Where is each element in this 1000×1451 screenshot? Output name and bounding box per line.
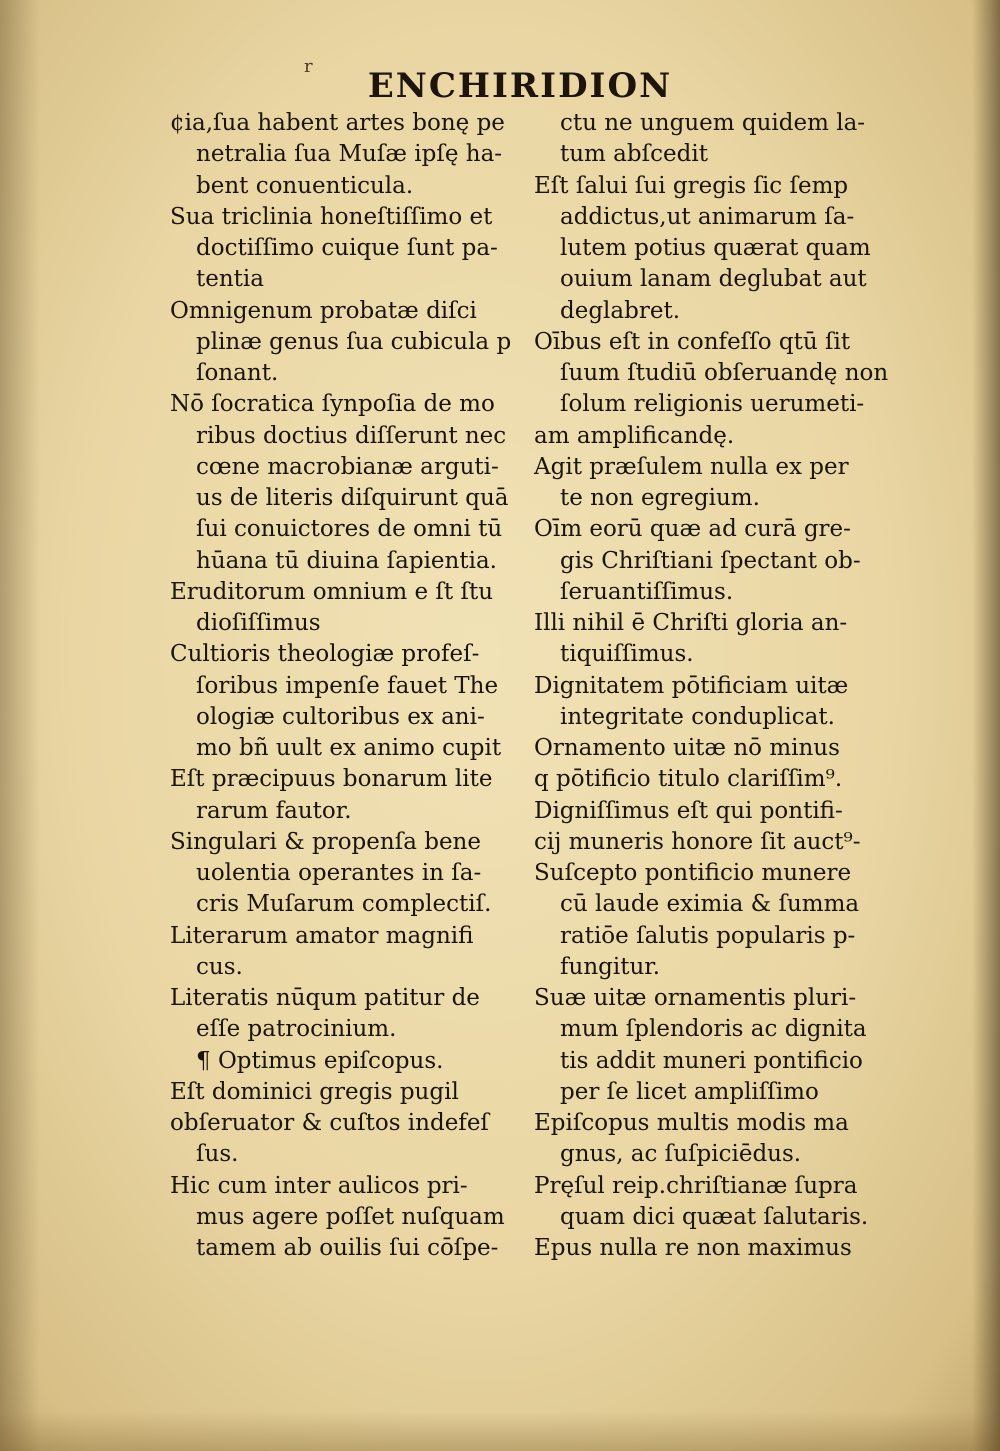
- left-column-line: tamem ab ouilis ſui cōſpe-: [196, 1235, 499, 1261]
- left-column-line: obſeruator & cuſtos indefeſ: [170, 1110, 489, 1136]
- left-column-line: plinæ genus ſua cubicula p: [196, 328, 512, 355]
- right-column-line: addictus,ut animarum ſa-: [560, 203, 855, 230]
- left-column-line: Eſt præcipuus bonarum lite: [170, 766, 493, 793]
- left-column-line: Hic cum inter aulicos pri-: [170, 1172, 468, 1199]
- right-column-line: Ornamento uitæ nō minus: [534, 735, 840, 761]
- page-edge-shadow: [972, 0, 1000, 1451]
- left-column-line: us de literis diſquirunt quā: [196, 485, 509, 511]
- right-column-line: q pōtificio titulo clariſſim⁹.: [534, 766, 843, 793]
- left-column-line: Eruditorum omnium e ſt ſtu: [170, 578, 494, 605]
- left-column-line: ſui conuictores de omni tū: [196, 516, 503, 543]
- right-text-column: [534, 108, 894, 1264]
- right-column-line: tiquiſſimus.: [560, 641, 694, 668]
- left-column-line: mus agere poſſet nuſquam: [196, 1203, 505, 1230]
- right-column-line: Agit præſulem nulla ex per: [534, 453, 849, 480]
- corner-mark: r: [304, 56, 313, 77]
- left-column-line: Cultioris theologiæ profeſ-: [170, 641, 480, 668]
- right-column-line: gis Chriſtiani ſpectant ob-: [560, 547, 861, 574]
- right-column-line: gnus, ac ſuſpiciēdus.: [560, 1141, 802, 1168]
- left-text-column: [170, 108, 538, 1264]
- left-column-line: bent conuenticula.: [196, 172, 414, 199]
- right-column-line: Suæ uitæ ornamentis pluri-: [534, 985, 857, 1011]
- left-column-line: ¢ia,ſua habent artes bonę pe: [170, 110, 505, 136]
- right-column-line: am amplificandę.: [534, 422, 735, 449]
- left-column-line: Literarum amator magnifi: [170, 922, 474, 949]
- left-column-line: ¶ Optimus epiſcopus.: [196, 1047, 444, 1074]
- right-column-line: deglabret.: [560, 297, 681, 324]
- right-column-line: quam dici quæat ſalutaris.: [560, 1203, 869, 1230]
- right-column-line: Suſcepto pontificio munere: [534, 860, 852, 886]
- left-column-line: ſonant.: [196, 360, 279, 386]
- right-column-line: ſolum religionis uerumeti-: [560, 391, 865, 418]
- left-column-line: ſus.: [196, 1141, 239, 1168]
- right-column-line: Epus nulla re non maximus: [534, 1235, 852, 1261]
- right-column-line: ouium lanam deglubat aut: [560, 266, 867, 293]
- right-column-line: Digniſſimus eſt qui pontifi-: [534, 797, 843, 824]
- left-column-line: Singulari & propenſa bene: [170, 828, 481, 855]
- right-column-line: lutem potius quærat quam: [560, 235, 871, 261]
- left-column-line: Omnigenum probatæ diſci: [170, 297, 477, 324]
- bottom-edge-stain: [0, 1411, 1000, 1451]
- right-column-line: Oībus eſt in confeſſo qtū ſit: [534, 328, 851, 355]
- right-column-line: fungitur.: [560, 953, 661, 980]
- right-column-line: cij muneris honore ſit auct⁹-: [534, 828, 861, 855]
- right-column-line: Dignitatem pōtificiam uitæ: [534, 672, 849, 699]
- left-column-line: doctiſſimo cuique ſunt pa-: [196, 235, 498, 261]
- right-column-line: tis addit muneri pontificio: [560, 1047, 863, 1074]
- right-column-line: mum ſplendoris ac dignita: [560, 1016, 867, 1043]
- left-column-line: uolentia operantes in ſa-: [196, 860, 482, 886]
- left-column-line: ribus doctius diſſerunt nec: [196, 422, 507, 449]
- left-column-line: Literatis nūqum patitur de: [170, 985, 480, 1011]
- left-column-line: cœne macrobianæ arguti-: [196, 453, 499, 480]
- right-column-line: Oīm eorū quæ ad curā gre-: [534, 516, 851, 543]
- left-column-line: cris Muſarum complectiſ.: [196, 891, 492, 918]
- left-column-line: mo bñ uult ex animo cupit: [196, 735, 502, 761]
- right-column-line: te non egregium.: [560, 485, 760, 511]
- right-column-line: integritate conduplicat.: [560, 703, 835, 730]
- left-column-line: eſſe patrocinium.: [196, 1016, 397, 1043]
- left-column-line: Eſt dominici gregis pugil: [170, 1078, 459, 1105]
- left-column-line: rarum fautor.: [196, 797, 352, 824]
- right-column-line: ſeruantiſſimus.: [560, 578, 734, 605]
- right-column-line: Epiſcopus multis modis ma: [534, 1110, 849, 1136]
- right-column-line: Illi nihil ē Chriſti gloria an-: [534, 610, 848, 636]
- left-column-line: netralia ſua Muſæ ipſę ha-: [196, 141, 503, 168]
- left-column-line: tentia: [196, 266, 264, 293]
- right-column-line: tum abſcedit: [560, 141, 708, 168]
- right-column-line: cū laude eximia & ſumma: [560, 891, 860, 918]
- gutter-shadow: [0, 0, 40, 1451]
- right-column-line: ratiōe ſalutis popularis p-: [560, 922, 856, 949]
- right-column-line: Pręſul reip.chriſtianæ ſupra: [534, 1172, 858, 1199]
- left-column-line: ſoribus impenſe fauet The: [196, 672, 499, 699]
- left-column-line: Nō ſocratica ſynpoſia de mo: [170, 391, 495, 418]
- right-column-line: Eſt ſalui ſui gregis ſic ſemp: [534, 172, 849, 199]
- left-column-line: cus.: [196, 953, 243, 980]
- running-head: ENCHIRIDION: [367, 66, 673, 106]
- right-column-line: ctu ne unguem quidem la-: [560, 110, 866, 136]
- left-column-line: Sua triclinia honeſtiſſimo et: [170, 203, 493, 230]
- left-column-line: ologiæ cultoribus ex ani-: [196, 703, 485, 730]
- right-column-line: per ſe licet ampliſſimo: [560, 1078, 819, 1105]
- left-column-line: hūana tū diuina ſapientia.: [196, 547, 497, 574]
- right-column-line: ſuum ſtudiū obſeruandę non: [560, 360, 889, 386]
- left-column-line: dioſiſſimus: [196, 610, 321, 636]
